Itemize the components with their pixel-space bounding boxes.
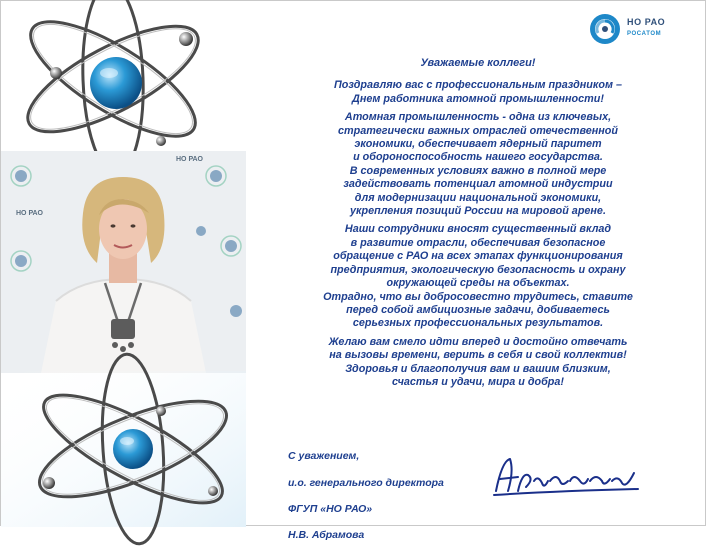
rosatom-logo-icon [589,13,621,45]
photo-backdrop-label: НО РАО [16,210,43,217]
letter-paragraph: Желаю вам смело идти вперед и достойно отвечать на вызовы времени, верить в себя и свой коллектив! Здоровья и благополучия вам и вашим близким, счастья и удачи, мира и добра! [328,335,628,388]
signature-closing: С уважением, [288,450,360,463]
letter-paragraph: Поздравляю вас с профессиональным праздником – Днем работника атомной промышленности! [334,79,622,105]
director-photo [1,151,246,373]
atom-icon [1,1,246,151]
letter-paragraph: Наши сотрудники вносят существенный вклад в развитие отрасли, обеспечивая безопасное обращение с РАО на всех этапах функционирования предприятия, экологическую безопасность и охрану окружающей среды на объектах. Отрадно, что вы добросовестно трудитесь, ставите перед собой амбициозные задачи, добиваетесь серьезных профессиональных результатов. [323,223,633,330]
letter-body [257,45,699,394]
portrait-illustration [1,151,246,373]
handwritten-signature [488,451,648,501]
letter-paragraph: Атомная промышленность - одна из ключевых, стратегически важных отраслей отечественной экономики, обеспечивает ядерный паритет и обороноспособность нашего государства. В современных условиях важно в полной мере задействовать потенциал атомной индустрии для модернизации национальной экономики, укрепления позиций России на мировой арене. [338,111,618,218]
logo-name: НО РАО [627,17,666,27]
signature-name: Н.В. Абрамова [288,529,365,542]
letter-greeting: Уважаемые коллеги! [420,57,536,69]
company-logo [589,13,679,47]
logo-subtitle: РОСАТОМ [627,31,662,37]
signature-position: и.о. генерального директора [288,476,444,489]
decorative-left-column [1,1,246,527]
atom-icon [1,371,246,527]
signature-block [288,437,498,556]
photo-backdrop-label: НО РАО [176,156,203,163]
signature-organization: ФГУП «НО РАО» [288,503,373,516]
